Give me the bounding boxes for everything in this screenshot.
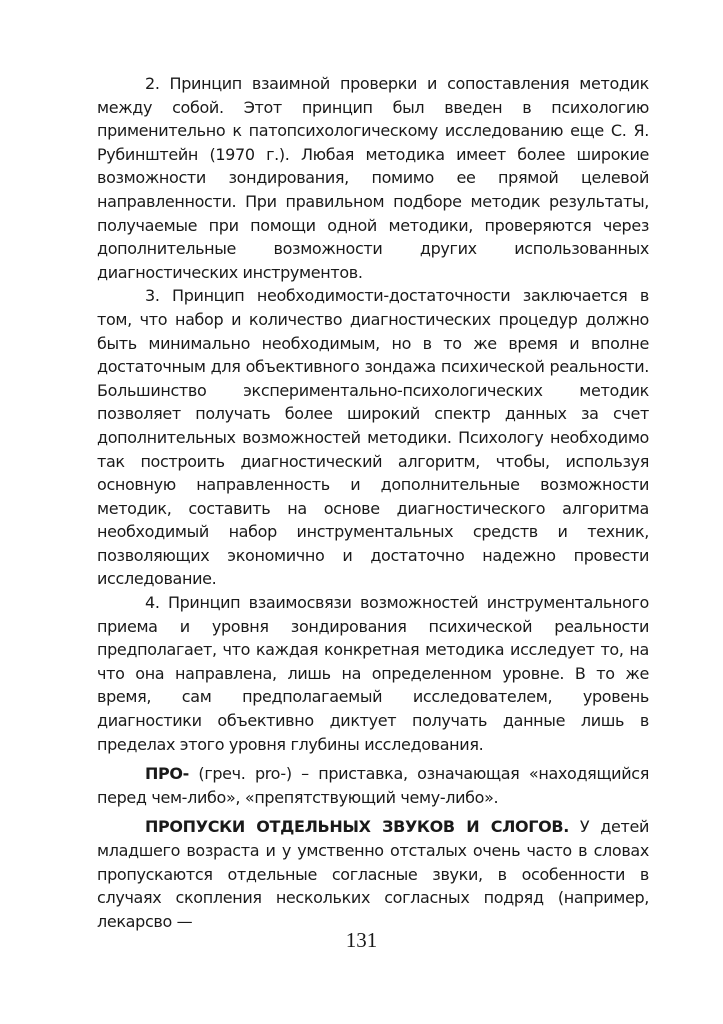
entry-pro-term: ПРО- [145,764,189,784]
entry-propuski [97,815,649,933]
entry-propuski-definition: У детей младшего возраста и у умственно отсталых очень часто в словах пропускаются отдельные согласные звуки, в особенности в случаях скопления нескольких согласных подряд (например, лекарсво — [97,817,649,931]
entry-pro-definition: (греч. pro-) – приставка, означающая «находящийся перед чем-либо», «препятствующий чему-либо». [97,764,649,807]
paragraph-principle-2: 2. Принцип взаимной проверки и сопоставления методик между собой. Этот принцип был введен в психологию применительно к патопсихологическому исследованию еще С. Я. Рубинштейн (1970 г.). Любая методика имеет более широкие возможности зондирования, помимо ее прямой целевой направленности. При правильном подборе методик результаты, получаемые при помощи одной методики, проверяются через дополнительные возможности других использованных диагностических инструментов. [97,74,649,282]
paragraph-principle-4: 4. Принцип взаимосвязи возможностей инструментального приема и уровня зондирования психической реальности предполагает, что каждая конкретная методика исследует то, на что она направлена, лишь на определенном уровне. В то же время, сам предполагаемый исследователем, уровень диагностики объективно диктует получать данные лишь в пределах этого уровня глубины исследования. [97,593,649,754]
page-number: 131 [345,928,378,952]
entry-pro [97,762,649,809]
body-text [97,72,649,933]
entry-propuski-term: ПРОПУСКИ ОТДЕЛЬНЫХ ЗВУКОВ И СЛОГОВ. [145,817,569,837]
paragraph-principle-3: 3. Принцип необходимости-достаточности заключается в том, что набор и количество диагностических процедур должно быть минимально необходимым, но в то же время и вполне достаточным для объективного зондажа психической реальности. Большинство экспериментально-психологических методик позволяет получать более широкий спектр данных за счет дополнительных возможностей методики. Психологу необходимо так построить диагностический алгоритм, чтобы, используя основную направленность и дополнительные возможности методик, составить на основе диагностического алгоритма необходимый набор инструментальных средств и техник, позволяющих экономично и достаточно надежно провести исследование. [97,286,649,589]
